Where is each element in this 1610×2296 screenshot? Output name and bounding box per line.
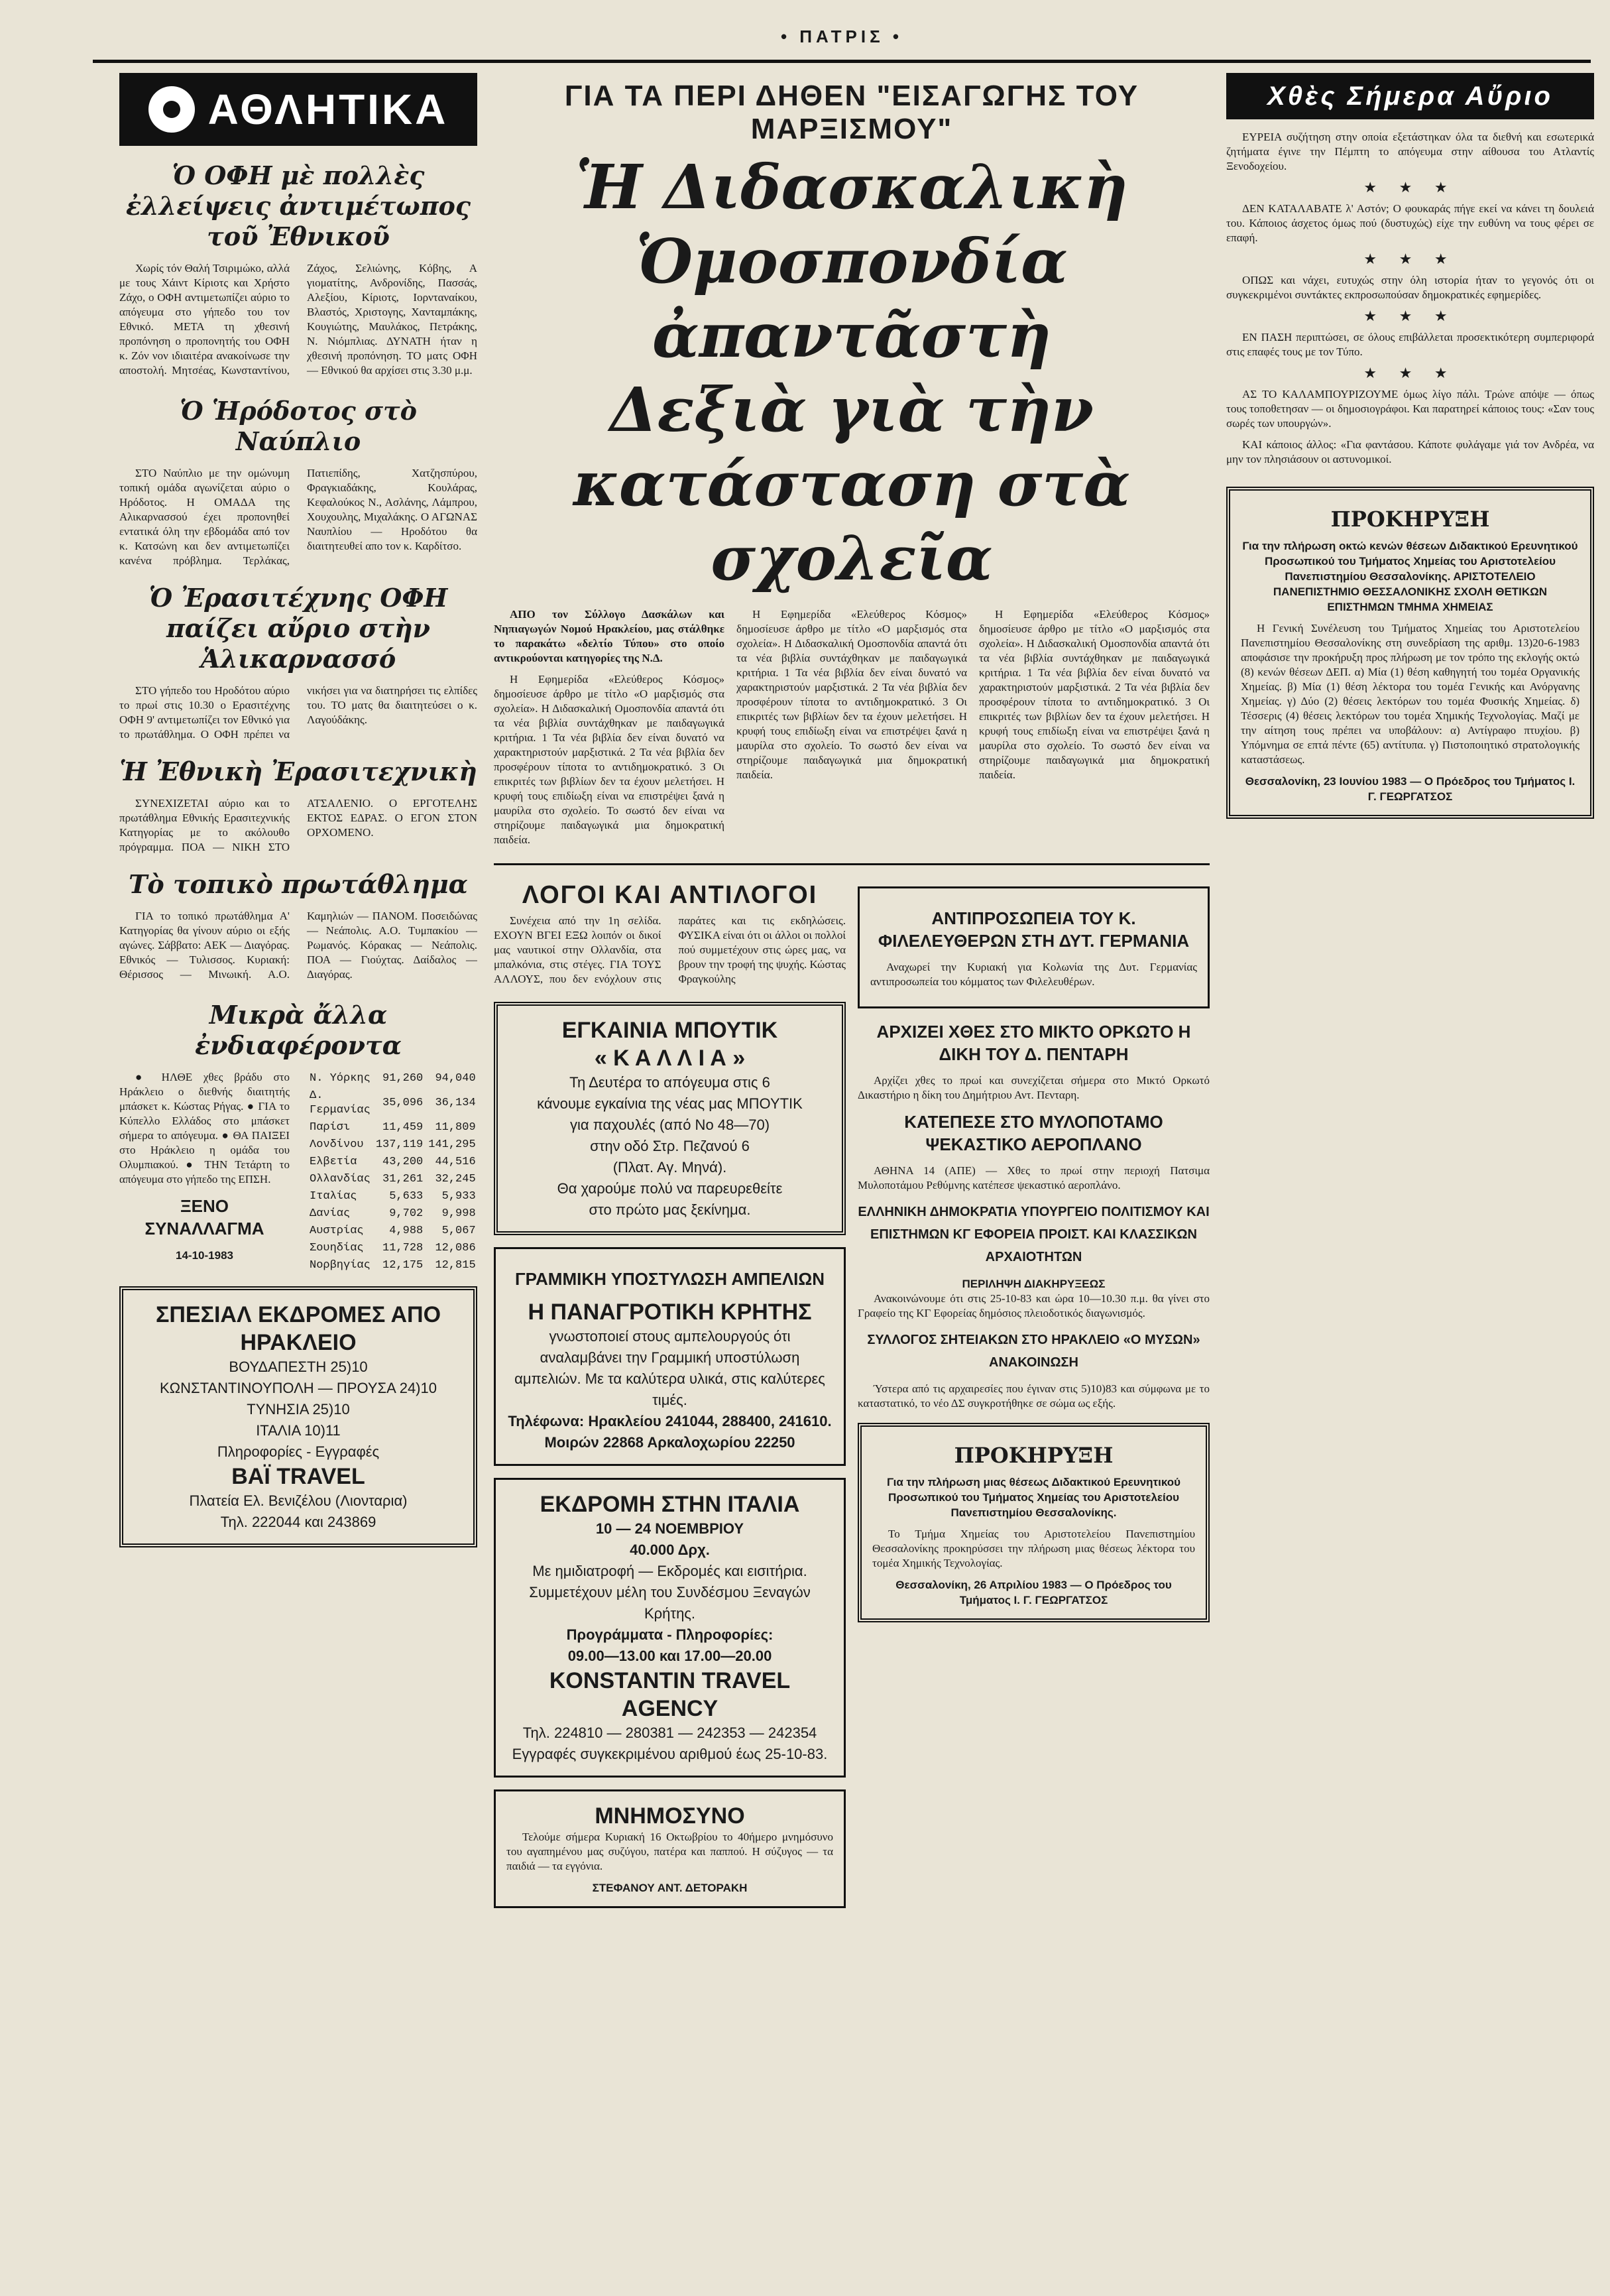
ad-name: « Κ Α Λ Λ Ι Α » xyxy=(594,1046,746,1071)
table-cell: 5,067 xyxy=(441,1225,476,1237)
ad-text: γνωστοποιεί στους αμπελουργούς ότι αναλαμβάνει την Γραμμική υποστύλωση αμπελιών. Με τα καλύτερα υλικά, στις καλύτερες τιμές. xyxy=(514,1328,825,1408)
ad-phones: Τηλέφωνα: Ηρακλείου 241044, 288400, 241610. Μοιρών 22868 Αρκαλοχωρίου 22250 xyxy=(508,1413,832,1451)
table-cell: Ν. Υόρκης xyxy=(310,1072,371,1085)
prokirixi-text: Η Γενική Συνέλευση του Τμήματος Χημείας του Αριστοτελείου Πανεπιστημίου Θεσσαλονίκης στη συνεδρίαση της αριθμ. 13)20-6-1983 αποφάσισε την προκήρυξη προς πλήρωση με τον τρόπο της εκλογής οκτώ (8) κενών θέσεων ΔΕΠ. α) Μία (1) θέση καθηγητή του τομέα Οργανικής Χημείας. β) Μία (1) θέση λέκτορα του τομέα Γενικής και Ανόργανης Χημείας. γ) Δύο (2) θέσεις λεκτόρων του τομέα Φυσικής Χημείας. δ) Τέσσερις (4) θέσεις λεκτόρων του τομέα Χημικής Τεχνολογίας. Μαζί με την αίτηση τους πρέπει να υποβάλουν: α) Αντίγραφο πτυχίου. β) Υπόμνημα σε επτά πέντε (65) αντίτυπα. γ) Πιστοποιητικό στρατολογικής καταστάσεως. xyxy=(1241,622,1580,766)
table-row xyxy=(307,1171,477,1188)
table-cell: 5,633 xyxy=(389,1190,424,1203)
ad-line: κάνουμε εγκαίνια της νέας μας ΜΠΟΥΤΙΚ xyxy=(537,1095,803,1112)
boutique-ad xyxy=(494,1002,846,1235)
logoi-title: ΛΟΓΟΙ ΚΑΙ ΑΝΤΙΛΟΓΟΙ xyxy=(522,881,818,909)
table-cell: Λονδίνου xyxy=(310,1138,364,1151)
table-row xyxy=(307,1070,477,1087)
table-row xyxy=(307,1087,477,1119)
prokirixi-signature: Θεσσαλονίκη, 26 Απριλίου 1983 — Ο Πρόεδρος του Τμήματος Ι. Γ. ΓΕΩΡΓΑΤΣΟΣ xyxy=(895,1579,1172,1606)
article-title: Ὁ Ἐρασιτέχνης ΟΦΗ παίζει αὔριο στὴν Ἁλικαρνασσό xyxy=(148,583,448,674)
table-cell: 11,809 xyxy=(435,1121,476,1134)
ad-line: για παχουλές (από Νο 48—70) xyxy=(569,1117,770,1133)
table-cell: 9,998 xyxy=(441,1207,476,1220)
ad-title: ΣΠΕΣΙΑΛ ΕΚΔΡΟΜΕΣ ΑΠΟ ΗΡΑΚΛΕΙΟ xyxy=(155,1302,441,1355)
table-cell: 36,134 xyxy=(435,1097,476,1109)
table-cell: 12,086 xyxy=(435,1242,476,1254)
ad-line: (Πλατ. Αγ. Μηνά). xyxy=(612,1159,727,1176)
table-row xyxy=(307,1257,477,1274)
exchange-table xyxy=(307,1070,477,1274)
article-text: ΣΤΟ Ναύπλιο με την ομώνυμη τοπική ομάδα αγωνίζεται αύριο ο Ηρόδοτος. Η ΟΜΑΔΑ της Αλικαρνασσού έχει προπονηθεί εντατικά όλη την εβδομάδα από τον κ. Κατσώνη και δεν αντιμετωπίζει κανένα πρόβλημα. Τερλάκας, Πατιεπίδης, Χατζησπύρου, Φραγκιαδάκης, Κουλάρας, Κεφαλούκος Ν., Ασλάνης, Λάμπρου, Χουχουλης, Μιχαλάκης. Ο ΑΓΩΝΑΣ Ναυπλίου — Ηροδότου θα διαιτητευθεί απο τον κ. Καρδίτσο. xyxy=(119,467,477,567)
ad-address: Πλατεία Ελ. Βενιζέλου (Λιονταρια) xyxy=(189,1492,408,1509)
table-cell: Αυστρίας xyxy=(310,1225,364,1237)
ad-line: Θα χαρούμε πολύ να παρευρεθείτε xyxy=(557,1180,783,1197)
table-cell: Ιταλίας xyxy=(310,1190,357,1203)
table-cell: 4,988 xyxy=(389,1225,424,1237)
logoi-text: Συνέχεια από την 1η σελίδα. ΕΧΟΥΝ ΒΓΕΙ ΕΞΩ λοιπόν οι δικοί μας ναυτικοί στην Ολλανδία, στα μπαλκόνια, στις στέγες. ΓΙΑ ΤΟΥΣ ΑΛΛΟΥΣ, που δεν ενόχλουν στις παράτες και τις εκδηλώσεις. ΦΥΣΙΚΑ είναι ότι οι άλλοι οι πολλοί πού συμμετέχουν στις ώρες μας, να βρουν την τροφή της ψυχής. Κώστας Φραγκούλης xyxy=(494,914,846,985)
article-text: ΓΙΑ το τοπικό πρωτάθλημα Α' Κατηγορίας θα γίνουν αύριο οι εξής αγώνες. Σάββατο: ΑΕΚ — Διαγόρας. Εθνικός — Τυλισσος. Κυριακή: Θέρισσος — Μινωική. Α.Ο. Καμηλιών — ΠΑΝΟΜ. Ποσειδώνας — Νεάπολις. Α.Ο. Τυμπακίου — Ρωμανός. Κόρακας — Νεάπολις. ΠΟΑ — Γιούχτας. Δαίδαλος — Διαγόρας. xyxy=(119,910,477,981)
prokirixi-center xyxy=(858,1423,1210,1622)
box-text: Αρχίζει χθες το πρωί και συνεχίζεται σήμερα στο Μικτό Ορκωτό Δικαστήριο η δίκη του Δημήτριου Αντ. Πενταρη. xyxy=(858,1074,1210,1101)
article-title: Ἡ Ἐθνικὴ Ἐρασιτεχνικὴ xyxy=(119,756,477,786)
table-cell: Σουηδίας xyxy=(310,1242,364,1254)
table-cell: 9,702 xyxy=(389,1207,424,1220)
ad-price: 40.000 Δρχ. xyxy=(630,1541,710,1558)
column-paragraph: ΚΑΙ κάποιος άλλος: «Για φαντάσου. Κάποτε φυλάγαμε γιά τον Ανδρέα, να μην τον πλησιάσουν οι αστυνομικοί. xyxy=(1226,438,1594,465)
prokirixi-right xyxy=(1226,487,1594,819)
ad-line: Με ημιδιατροφή — Εκδρομές και εισιτήρια. xyxy=(532,1563,807,1579)
table-cell: 31,261 xyxy=(382,1173,424,1185)
minor-news-title: Μικρὰ ἄλλα ἐνδιαφέροντα xyxy=(195,1000,402,1060)
table-cell: 35,096 xyxy=(382,1097,424,1109)
ad-line: στο πρώτο μας ξεκίνημα. xyxy=(589,1201,751,1218)
football-icon xyxy=(148,86,195,133)
right-banner: Χθὲς Σήμερα Αὔριο xyxy=(1226,73,1594,119)
ad-dates: 10 — 24 ΝΟΕΜΒΡΙΟΥ xyxy=(595,1520,744,1537)
exchange-title: ΞΕΝΟ ΣΥΝΑΛΛΑΓΜΑ xyxy=(144,1196,264,1239)
box-title: ΚΑΤΕΠΕΣΕ ΣΤΟ ΜΥΛΟΠΟΤΑΜΟ ΨΕΚΑΣΤΙΚΟ ΑΕΡΟΠΛΑΝΟ xyxy=(904,1112,1163,1154)
memorial-title: ΜΝΗΜΟΣΥΝΟ xyxy=(595,1803,745,1829)
delegation-box xyxy=(858,886,1210,1008)
table-row xyxy=(307,1240,477,1257)
table-cell: Δανίας xyxy=(310,1207,351,1220)
table-cell: 5,933 xyxy=(441,1190,476,1203)
table-cell: Νορβηγίας xyxy=(310,1259,371,1272)
ad-phone: Τηλ. 222044 και 243869 xyxy=(220,1514,376,1530)
ad-title: ΓΡΑΜΜΙΚΗ ΥΠΟΣΤΥΛΩΣΗ ΑΜΠΕΛΙΩΝ xyxy=(514,1269,825,1289)
ad-program: Προγράμματα - Πληροφορίες: xyxy=(566,1626,774,1643)
table-row xyxy=(307,1154,477,1171)
column-paragraph: ΕΥΡΕΙΑ συζήτηση στην οποία εξετάστηκαν όλα τα διεθνή και εσωτερικά ζητήματα έγινε την Πέμπτη το απόγευμα στην αίθουσα του Ατλαντίς Ξενοδοχείου. xyxy=(1226,131,1594,172)
box-text: Ύστερα από τις αρχαιρεσίες που έγιναν στις 5)10)83 και σύμφωνα με το καταστατικό, το νέο ΔΣ συγκροτήθηκε σε σώμα ως εξής. xyxy=(858,1382,1210,1410)
column-paragraph: ΑΣ ΤΟ ΚΑΛΑΜΠΟΥΡΙΖΟΥΜΕ όμως λίγο πάλι. Τρώνε απόψε — όπως τους τοποθετησαν — οι δημοσιογράφοι. Και παρατηρεί κάποιος τους: «Σαν τους σωρές των υπουργών». xyxy=(1226,388,1594,430)
box-title: ΑΝΤΙΠΡΟΣΩΠΕΙΑ ΤΟΥ Κ. ΦΙΛΕΛΕΥΘΕΡΩΝ ΣΤΗ ΔΥΤ. ΓΕΡΜΑΝΙΑ xyxy=(878,908,1190,951)
ad-line: ΤΥΝΗΣΙΑ 25)10 xyxy=(247,1401,350,1418)
headline-line-1: Ἡ Διδασκαλικὴ Ὁμοσπονδία ἀπαντᾶστὴ xyxy=(575,151,1128,371)
box-text: Αναχωρεί την Κυριακή για Κολωνία της Δυτ. Γερμανίας αντιπροσωπεία του κόμματος των Φιλελευθέρων. xyxy=(870,961,1197,988)
ad-line: στην οδό Στρ. Πεζανού 6 xyxy=(590,1138,750,1154)
table-cell: 12,815 xyxy=(435,1259,476,1272)
box-subtitle: ΠΕΡΙΛΗΨΗ ΔΙΑΚΗΡΥΞΕΩΣ xyxy=(962,1278,1106,1290)
special-trips-ad xyxy=(119,1286,477,1547)
sports-banner-title: ΑΘΛΗΤΙΚΑ xyxy=(207,86,449,133)
table-row xyxy=(307,1119,477,1136)
table-cell: Ολλανδίας xyxy=(310,1173,371,1185)
table-cell: 12,175 xyxy=(382,1259,424,1272)
prokirixi-title: ΠΡΟΚΗΡΥΞΗ xyxy=(954,1443,1114,1468)
headline-line-2: Δεξιὰ γιὰ τὴν κατάσταση στὰ σχολεῖα xyxy=(573,374,1131,594)
ad-phone: Τηλ. 224810 — 280381 — 242353 — 242354 xyxy=(522,1724,817,1741)
article-title: Ὁ Ἡρόδοτος στὸ Ναύπλιο xyxy=(180,396,417,456)
table-cell: Παρίσι xyxy=(310,1121,351,1134)
table-cell: Ελβετία xyxy=(310,1156,357,1168)
column-paragraph: ΟΠΩΣ και νάχει, ευτυχώς στην όλη ιστορία ήταν το γεγονός ότι οι συγκεκριμένοι συντάκτες εκπροσωπούσαν δημοκρατικές εφημερίδες. xyxy=(1226,274,1594,301)
ad-line: Συμμετέχουν μέλη του Συνδέσμου Ξεναγών Κρήτης. xyxy=(529,1584,811,1622)
article-text: Η Εφημερίδα «Ελεύθερος Κόσμος» δημοσίευσε άρθρο με τίτλο «Ο μαρξισμός στα σχολεία». Η Διδασκαλική Ομοσπονδία απαντά ότι τα νέα βιβλία συντάχθηκαν με παιδαγωγικά κριτήρια. 1 Τα νέα βιβλία δεν είναι δυνατό να χαρακτηριστούν μαρξιστικά. 2 Τα νέα βιβλία δεν προσφέρουν τίποτα το αντιδημοκρατικό. 3 Οι επικριτές των βιβλίων δεν τα έχουν μελετήσει. Η κρυφή τους επιδίωξη είναι να επιστρέψει ξανά η μαυρίλα στο σχολείο. Το σωστό δεν είναι να στηρίζουμε παιδαγωγικά μια δημοκρατική παιδεία. xyxy=(979,608,1210,781)
prokirixi-subtitle: Για την πλήρωση μιας θέσεως Διδακτικού Ερευνητικού Προσωπικού του Τμήματος Χημείας του Αριστοτελείου Πανεπιστημίου Θεσσαλονίκης. xyxy=(886,1476,1181,1519)
table-cell: 91,260 xyxy=(382,1072,424,1085)
prokirixi-subtitle: Για την πλήρωση οκτώ κενών θέσεων Διδακτικού Ερευνητικού Προσωπικού του Τμήματος Χημείας του Αριστοτελείου Πανεπιστημίου Θεσσαλονίκης. ΑΡΙΣΤΟΤΕΛΕΙΟ ΠΑΝΕΠΙΣΤΗΜΙΟ ΘΕΣΣΑΛΟΝΙΚΗΣ ΣΧΟΛΗ ΘΕΤΙΚΩΝ ΕΠΙΣΤΗΜΩΝ ΤΜΗΜΑ ΧΗΜΕΙΑΣ xyxy=(1242,540,1578,613)
prokirixi-title: ΠΡΟΚΗΡΥΞΗ xyxy=(1330,507,1490,532)
right-column: Χθὲς Σήμερα Αὔριο ΕΥΡΕΙΑ συζήτηση στην οποία εξετάστηκαν όλα τα διεθνή και εσωτερικά ζητήματα έγινε την Πέμπτη το απόγευμα στην αίθουσα του Ατλαντίς Ξενοδοχείου. ★ ★ ★ ΔΕΝ ΚΑΤΑΛΑΒΑΤΕ λ' Αστόν; Ο φουκαράς πήγε εκεί να κάνει τη δουλειά του. Κάποιος άσχετος όμως πού (δυστυχώς) είχε την ευθύνη να τους φέρει σε επαφή. ★ ★ ★ ΟΠΩΣ και νάχει, ευτυχώς στην όλη ιστορία ήταν το γεγονός ότι οι συγκεκριμένοι συντάκτες εκπροσωπούσαν δημοκρατικές εφημερίδες. ★ ★ ★ ΕΝ ΠΑΣΗ περιπτώσει, σε όλους επιβάλλεται προσεκτικότερη συμπεριφορά στις επαφές τους με τον Τύπο. ★ ★ ★ ΑΣ ΤΟ ΚΑΛΑΜΠΟΥΡΙΖΟΥΜΕ όμως λίγο πάλι. Τρώνε απόψε — όπως τους τοποθετησαν — οι δημοσιογράφοι. Και παρατηρεί κάποιος τους: «Σαν τους σωρές των υπουργών». ΚΑΙ κάποιος άλλος: «Για φαντάσου. Κάποτε φυλάγαμε γιά τον Ανδρέα, να μην τον πλησιάσουν οι αστυνομικοί. ΠΡΟΚΗΡΥΞΗ Για την πλήρωση οκτώ κενών θέσεων Διδακτικού Ερευνητικού Προσωπικού του Τμήματος Χημείας του Αριστοτελείου Πανεπιστημίου Θεσσαλονίκης. ΑΡΙΣΤΟΤΕΛΕΙΟ ΠΑΝΕΠΙΣΤΗΜΙΟ ΘΕΣΣΑΛΟΝΙΚΗΣ ΣΧΟΛΗ ΘΕΤΙΚΩΝ ΕΠΙΣΤΗΜΩΝ ΤΜΗΜΑ ΧΗΜΕΙΑΣ Η Γενική Συνέλευση του Τμήματος Χημείας του Αριστοτελείου Πανεπιστημίου Θεσσαλονίκης στη συνεδρίαση της αριθμ. 13)20-6-1983 αποφάσισε την προκήρυξη προς πλήρωση με τον τρόπο της εκλογής οκτώ (8) κενών θέσεων ΔΕΠ. α) Μία (1) θέση καθηγητή του τομέα Οργανικής Χημείας. β) Μία (1) θέση λέκτορα του τομέα Γενικής και Ανόργανης Χημείας. γ) Δύο (2) θέσεις λεκτόρων του τομέα Φυσικής Χημείας. δ) Τέσσερις (4) θέσεις λεκτόρων του τομέα Χημικής Τεχνολογίας. Μαζί με την αίτηση τους πρέπει να υποβάλουν: α) Αντίγραφο πτυχίου. β) Υπόμνημα σε επτά πέντε (65) αντίτυπα. γ) Πιστοποιητικό στρατολογικής καταστάσεως. Θεσσαλονίκη, 23 Ιουνίου 1983 — Ο Πρόεδρος του Τμήματος Ι. Γ. ΓΕΩΡΓΑΤΣΟΣ xyxy=(1226,73,1594,2261)
table-row xyxy=(307,1136,477,1154)
minor-news-text: ● ΗΛΘΕ χθες βράδυ στο Ηράκλειο ο διεθνής διαιτητής μπάσκετ κ. Κώστας Ρήγας. ● ΓΙΑ το Κύπελλο Ελλάδος στο μπάσκετ σήμερα το απόγευμα. ● ΘΑ ΠΑΙΞΕΙ στο Ηράκλειο η ομάδα του Ολυμπιακού. ● ΤΗΝ Τετάρτη το απόγευμα στο γήπεδο της ΕΠΣΗ. xyxy=(119,1071,290,1185)
prokirixi-signature: Θεσσαλονίκη, 23 Ιουνίου 1983 — Ο Πρόεδρος του Τμήματος Ι. Γ. ΓΕΩΡΓΑΤΣΟΣ xyxy=(1245,775,1576,803)
article-text: ΣΤΟ γήπεδο του Ηροδότου αύριο το πρωί στις 10.30 ο Ερασιτέχνης ΟΦΗ 9' αντιμετωπίζει τον Εθνικό για το πρωτάθλημα. Ο ΟΦΗ πρέπει να νικήσει για να διατηρήσει τις ελπίδες του. ΤΟ ματς θα διαιτητεύσει ο κ. Λαγούδάκης. xyxy=(119,684,477,741)
article-text: ΣΥΝΕΧΙΖΕΤΑΙ αύριο και το πρωτάθλημα Εθνικής Ερασιτεχνικής Κατηγορίας με το ακόλουθο πρόγραμμα. ΠΟΑ — ΝΙΚΗ ΣΤΟ ΑΤΣΑΛΕΝΙΟ. Ο ΕΡΓΟΤΕΛΗΣ ΕΚΤΟΣ ΕΔΡΑΣ. Ο ΕΓΟΝ ΣΤΟΝ ΟΡΧΟΜΕΝΟ. xyxy=(119,797,477,853)
table-cell: 43,200 xyxy=(382,1156,424,1168)
column-paragraph: ΔΕΝ ΚΑΤΑΛΑΒΑΤΕ λ' Αστόν; Ο φουκαράς πήγε εκεί να κάνει τη δουλειά του. Κάποιος άσχετος όμως πού (δυστυχώς) είχε την ευθύνη να τους φέρει σε επαφή. xyxy=(1226,202,1594,244)
box-text: Ανακοινώνουμε ότι στις 25-10-83 και ώρα 10—10.30 π.μ. θα γίνει στο Γραφείο της ΚΓ Εφορείας δημόσιος πλειοδοτικός διαγωνισμός. xyxy=(858,1292,1210,1319)
table-cell: 141,295 xyxy=(428,1138,476,1151)
sports-column xyxy=(119,73,477,2261)
italy-trip-ad xyxy=(494,1478,846,1778)
ad-agency: ΒΑΪ TRAVEL xyxy=(231,1464,365,1489)
article-title: Τὸ τοπικὸ πρωτάθλημα xyxy=(129,869,468,899)
table-row xyxy=(307,1205,477,1223)
ad-info: Πληροφορίες - Εγγραφές xyxy=(217,1443,380,1460)
center-column xyxy=(494,73,1210,2261)
memorial-text: Τελούμε σήμερα Κυριακή 16 Οκτωβρίου το 40ήμερο μνημόσυνο του αγαπημένου μας συζύγου, πατέρα και παππού. Η σύζυγος — τα παιδιά — τα εγγόνια. xyxy=(506,1831,833,1872)
column-paragraph: ΕΝ ΠΑΣΗ περιπτώσει, σε όλους επιβάλλεται προσεκτικότερη συμπεριφορά στις επαφές τους με τον Τύπο. xyxy=(1226,331,1594,358)
ad-line: ΒΟΥΔΑΠΕΣΤΗ 25)10 xyxy=(229,1359,368,1375)
article-text: Η Εφημερίδα «Ελεύθερος Κόσμος» δημοσίευσε άρθρο με τίτλο «Ο μαρξισμός στα σχολεία». Η Διδασκαλική Ομοσπονδία απαντά ότι τα νέα βιβλία συντάχθηκαν με παιδαγωγικά κριτήρια. 1 Τα νέα βιβλία δεν είναι δυνατό να χαρακτηριστούν μαρξιστικά. 2 Τα νέα βιβλία δεν προσφέρουν τίποτα το αντιδημοκρατικό. 3 Οι επικριτές των βιβλίων δεν τα έχουν μελετήσει. Η κρυφή τους επιδίωξη είναι να επιστρέψει ξανά η μαυρίλα στο σχολείο. Το σωστό δεν είναι να στηρίζουμε παιδαγωγικά μια δημοκρατική παιδεία. xyxy=(736,608,967,781)
intro-text: ΑΠΟ τον Σύλλογο Δασκάλων και Νηπιαγωγών Νομού Ηρακλείου, μας στάλθηκε το παρακάτω «δελτίο Τύπου» στο οποίο αντικρούονται κατηγορίες της Ν.Δ. xyxy=(494,608,724,664)
ad-hours: 09.00—13.00 και 17.00—20.00 xyxy=(567,1648,772,1664)
sports-banner xyxy=(119,73,477,146)
box-text: ΑΘΗΝΑ 14 (ΑΠΕ) — Χθες το πρωί στην περιοχή Πατσιμα Μυλοποτάμου Ρεθύμνης κατέπεσε ψεκαστικό αεροπλάνο. xyxy=(858,1164,1210,1191)
box-title: ΕΛΛΗΝΙΚΗ ΔΗΜΟΚΡΑΤΙΑ ΥΠΟΥΡΓΕΙΟ ΠΟΛΙΤΙΣΜΟΥ ΚΑΙ ΕΠΙΣΤΗΜΩΝ ΚΓ ΕΦΟΡΕΙΑ ΠΡΟΙΣΤ. ΚΑΙ ΚΛΑΣΣΙΚΩΝ ΑΡΧΑΙΟΤΗΤΩΝ xyxy=(858,1205,1210,1264)
article-title: Ὁ ΟΦΗ μὲ πολλὲς ἐλλείψεις ἀντιμέτωπος τοῦ Ἐθνικοῦ xyxy=(125,160,471,251)
table-row xyxy=(307,1223,477,1240)
prokirixi-text: Το Τμήμα Χημείας του Αριστοτελείου Πανεπιστημίου Θεσσαλονίκης προκηρύσσει την πλήρωση μιας θέσεως λέκτορα του τομέα Χημικής Τεχνολογίας. xyxy=(872,1528,1195,1569)
top-headline: ΓΙΑ ΤΑ ΠΕΡΙ ΔΗΘΕΝ "ΕΙΣΑΓΩΓΗΣ ΤΟΥ ΜΑΡΞΙΣΜΟΥ" xyxy=(564,80,1139,145)
ad-name: Η ΠΑΝΑΓΡΟΤΙΚΗ ΚΡΗΤΗΣ xyxy=(528,1299,812,1325)
article-text: Η Εφημερίδα «Ελεύθερος Κόσμος» δημοσίευσε άρθρο με τίτλο «Ο μαρξισμός στα σχολεία». Η Διδασκαλική Ομοσπονδία απαντά ότι τα νέα βιβλία συντάχθηκαν με παιδαγωγικά κριτήρια. 1 Τα νέα βιβλία δεν είναι δυνατό να χαρακτηριστούν μαρξιστικά. 2 Τα νέα βιβλία δεν προσφέρουν τίποτα το αντιδημοκρατικό. 3 Οι επικριτές των βιβλίων δεν τα έχουν μελετήσει. Η κρυφή τους επιδίωξη είναι να επιστρέψει ξανά η μαυρίλα στο σχολείο. Το σωστό δεν είναι να στηρίζουμε παιδαγωγικά μια δημοκρατική παιδεία. xyxy=(494,673,724,846)
ad-agency: KONSTANTIN TRAVEL AGENCY xyxy=(549,1668,791,1721)
box-title: ΑΡΧΙΖΕΙ ΧΘΕΣ ΣΤΟ ΜΙΚΤΟ ΟΡΚΩΤΟ Η ΔΙΚΗ ΤΟΥ Δ. ΠΕΝΤΑΡΗ xyxy=(876,1022,1191,1064)
ad-title: ΕΓΚΑΙΝΙΑ ΜΠΟΥΤΙΚ xyxy=(561,1018,778,1043)
table-cell: 32,245 xyxy=(435,1173,476,1185)
table-cell: 94,040 xyxy=(435,1072,476,1085)
ad-line: Τη Δευτέρα το απόγευμα στις 6 xyxy=(569,1074,770,1091)
table-cell: 44,516 xyxy=(435,1156,476,1168)
memorial-notice xyxy=(494,1789,846,1908)
article-text: Χωρίς τόν Θαλή Τσιριμώκο, αλλά με τους Χάιντ Κίριοτς και Χρήστο Ζάχο, ο ΟΦΗ αντιμετωπίζει αύριο το απόγευμα στο γήπεδο του τον Εθνικό. ΜΕΤΑ τη χθεσινή προπόνηση ο προπονητής του ΟΦΗ κ. Ζόν νον ιδιαιτέρα ανακοίνωσε την αποστολή. Μητσέας, Κωνσταντίνου, Ζάχος, Σελιώνης, Κόβης, Α γιοματίτης, Ανδρονίδης, Πασσάς, Αλεξίου, Κίριοτς, Ιορνταναίκου, Βλαστός, Χριστογης, Χανταμπάκης, Κουγιώτης, Μαυλάκος, Πετράκης, Ν. Νιόμπλιας. ΔΥΝΑΤΗ ήταν η χθεσινή προπόνηση. ΤΟ ματς ΟΦΗ — Εθνικού θα αρχίσει στις 3.30 μ.μ. xyxy=(119,262,477,377)
ad-line: ΚΩΝΣΤΑΝΤΙΝΟΥΠΟΛΗ — ΠΡΟΥΣΑ 24)10 xyxy=(160,1380,437,1396)
ad-note: Εγγραφές συγκεκριμένου αριθμού έως 25-10-83. xyxy=(512,1746,828,1762)
exchange-date: 14-10-1983 xyxy=(176,1249,233,1262)
ad-line: ΙΤΑΛΙΑ 10)11 xyxy=(256,1422,341,1439)
box-title: ΣΥΛΛΟΓΟΣ ΣΗΤΕΙΑΚΩΝ ΣΤΟ ΗΡΑΚΛΕΙΟ «Ο ΜΥΣΩΝ» ΑΝΑΚΟΙΝΩΣΗ xyxy=(867,1333,1200,1370)
table-cell: 11,728 xyxy=(382,1242,424,1254)
table-cell: 137,119 xyxy=(375,1138,424,1151)
table-cell: 11,459 xyxy=(382,1121,424,1134)
masthead: • ΠΑΤΡΙΣ • xyxy=(93,13,1591,63)
vineyard-ad xyxy=(494,1247,846,1466)
table-row xyxy=(307,1188,477,1205)
ad-title: ΕΚΔΡΟΜΗ ΣΤΗΝ ΙΤΑΛΙΑ xyxy=(540,1492,800,1517)
memorial-name: ΣΤΕΦΑΝΟΥ ΑΝΤ. ΔΕΤΟΡΑΚΗ xyxy=(592,1882,748,1894)
table-cell: Δ. Γερμανίας xyxy=(310,1089,371,1117)
